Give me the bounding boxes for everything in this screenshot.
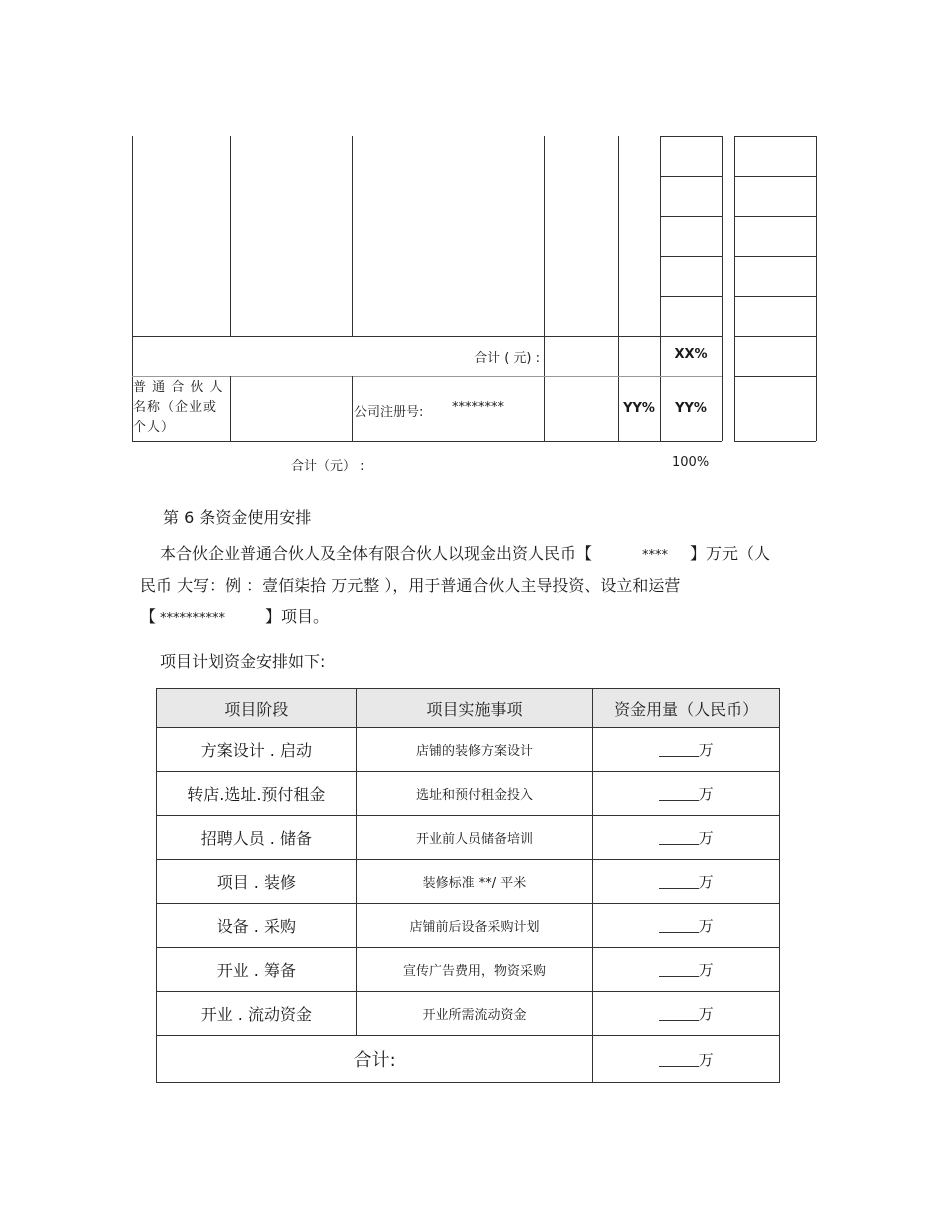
unit-label: 万 [698,829,714,847]
gp-name-label-line: 名称（企业或 [133,400,218,415]
table-row-line [660,136,722,137]
stage-cell: 开业 . 筹备 [157,948,357,992]
amount-blank [659,1006,699,1021]
table-row-line [660,176,722,177]
paragraph-text: 】项目。 [265,607,330,626]
project-name: ********** [160,611,226,626]
table-header-row [157,689,780,728]
item-cell: 店铺的装修方案设计 [356,728,593,772]
total-percent: 100% [672,455,710,470]
table-row [157,772,780,816]
table-row [157,948,780,992]
capital-amount: **** [642,548,669,563]
stage-cell: 招聘人员 . 储备 [157,816,357,860]
table-row-line [660,296,722,297]
amount-cell [593,904,780,948]
item-cell: 选址和预付租金投入 [356,772,593,816]
table-row-line [734,296,816,297]
column-header: 项目阶段 [157,689,357,728]
table-border-right [816,136,817,441]
item-cell: 店铺前后设备采购计划 [356,904,593,948]
item-cell: 开业前人员储备培训 [356,816,593,860]
company-reg-label: 公司注册号: [354,405,424,420]
unit-label: 万 [698,1005,714,1023]
table-row [157,904,780,948]
stage-cell: 设备 . 采购 [157,904,357,948]
table-col-line [544,136,545,336]
item-cell: 开业所需流动资金 [356,992,593,1036]
amount-blank [659,830,699,845]
amount-cell [593,948,780,992]
paragraph-text: 】万元（人 [690,544,771,563]
amount-blank [659,742,699,757]
article-paragraph-line [140,601,329,635]
unit-label: 万 [698,873,714,891]
total-label: 合计（元） : [291,459,365,474]
article-paragraph-line: 民币 大写：例 ：壹佰柒拾 万元整 ），用于普通合伙人主导投资、设立和运营 [140,576,681,595]
table-row [157,992,780,1036]
item-cell: 宣传广告费用，物资采购 [356,948,593,992]
stage-cell: 开业 . 流动资金 [157,992,357,1036]
subtotal-label: 合计 ( 元) : [474,351,540,366]
article-heading: 第 6 条资金使用安排 [163,508,312,527]
total-amount-cell [593,1036,780,1083]
table-row-line [734,441,816,442]
table-row-line [734,136,816,137]
stage-cell: 方案设计 . 启动 [157,728,357,772]
stage-cell: 项目 . 装修 [157,860,357,904]
table-row-line [660,216,722,217]
table-row-line [734,256,816,257]
table-col-line [734,136,735,441]
unit-label: 万 [698,917,714,935]
gp-name-label-line: 普 通 合 伙 人 [133,380,224,395]
table-col-line [230,136,231,336]
amount-cell [593,772,780,816]
unit-label: 万 [698,1050,714,1069]
column-header: 项目实施事项 [356,689,593,728]
unit-label: 万 [698,741,714,759]
plan-intro: 项目计划资金安排如下: [160,652,326,671]
table-row [157,816,780,860]
table-row-line [734,216,816,217]
table-col-line [618,136,619,441]
table-col-line [544,336,545,441]
table-col-line [660,136,661,441]
funding-plan-table [156,688,780,1083]
amount-blank [659,962,699,977]
stage-cell: 转店.选址.预付租金 [157,772,357,816]
table-col-line [352,376,353,441]
paragraph-text: 【 [140,607,157,626]
table-total-row [157,1036,780,1083]
gp-percent: YY% [675,401,707,416]
unit-label: 万 [698,785,714,803]
item-cell: 装修标准 **/ 平米 [356,860,593,904]
table-row-line [734,176,816,177]
table-row-line [132,336,722,337]
amount-blank [659,786,699,801]
table-col-line [352,136,353,336]
amount-cell [593,860,780,904]
table-row-line [132,376,722,377]
gp-name-label-line: 个人） [133,420,176,435]
table-row [157,860,780,904]
amount-cell [593,992,780,1036]
gp-percent: YY% [623,401,655,416]
table-row-line [734,376,816,377]
total-label-cell: 合计: [157,1036,593,1083]
table-row [157,728,780,772]
unit-label: 万 [698,961,714,979]
company-reg-value: ******** [452,400,504,415]
subtotal-percent: XX% [674,347,708,362]
amount-cell [593,728,780,772]
paragraph-text: 本合伙企业普通合伙人及全体有限合伙人以现金出资人民币【 [160,544,593,563]
amount-blank [659,874,699,889]
amount-blank [659,1052,699,1067]
table-row-line [660,256,722,257]
column-header: 资金用量（人民币） [593,689,780,728]
article-paragraph-line [160,538,820,572]
gp-name-label [133,378,231,438]
table-row-line [132,441,722,442]
table-col-line [722,136,723,441]
table-row-line [734,336,816,337]
amount-cell [593,816,780,860]
amount-blank [659,918,699,933]
